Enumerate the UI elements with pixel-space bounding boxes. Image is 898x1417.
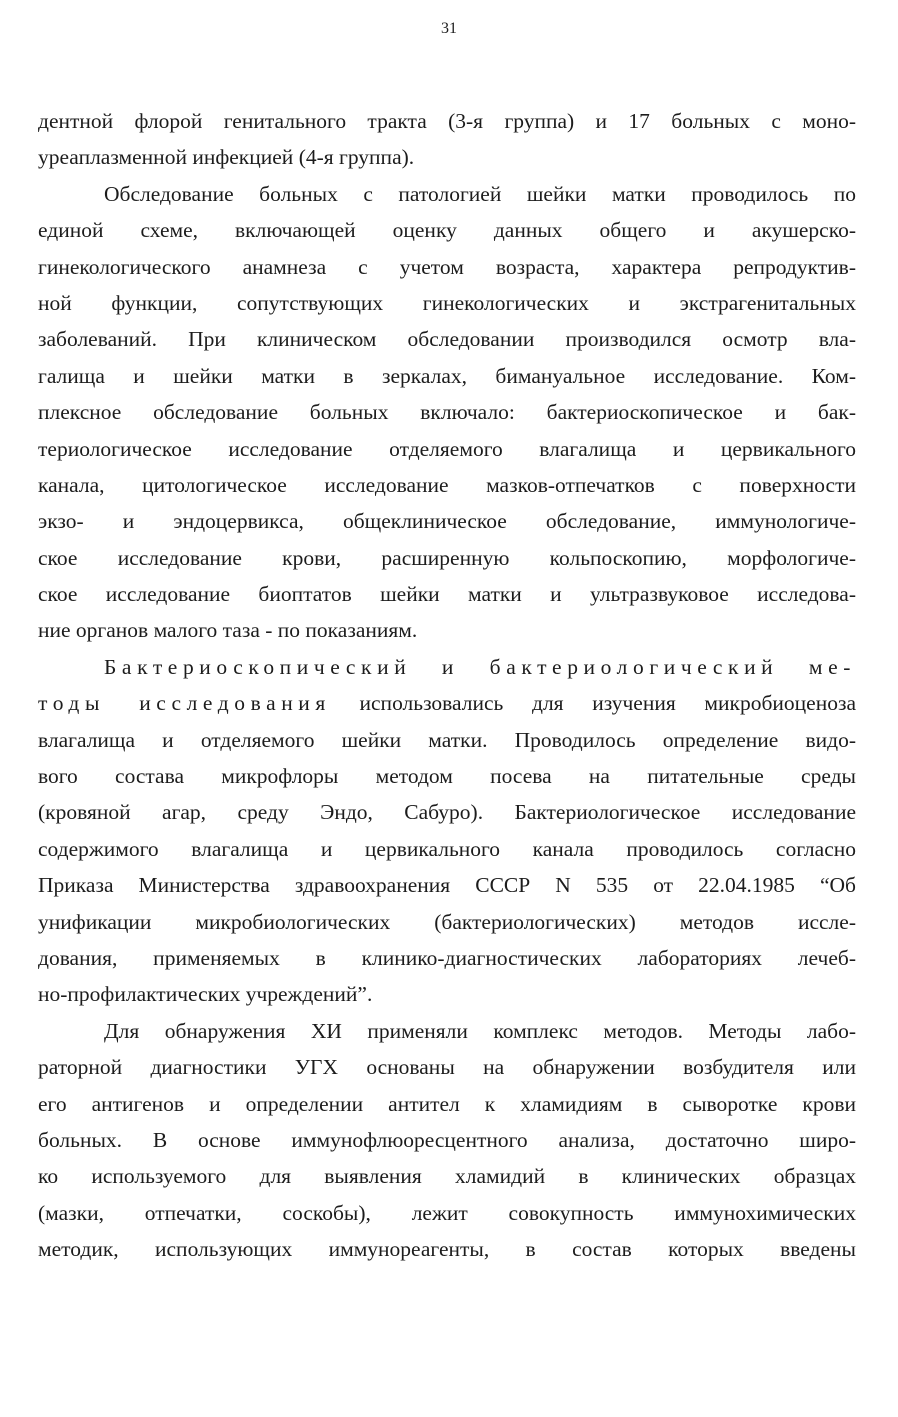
text-line: ной функции, сопутствующих гинекологических и экстрагенитальных	[38, 290, 856, 315]
text-line: больных. В основе иммунофлюоресцентного анализа, достаточно широ-	[38, 1127, 856, 1152]
spaced-term: тоды исследования	[38, 691, 331, 716]
text-line: раторной диагностики УГХ основаны на обнаружении возбудителя или	[38, 1055, 856, 1080]
text-line: Обследование больных с патологией шейки матки проводилось по	[104, 181, 856, 206]
text-line: Приказа Министерства здравоохранения СССР N 535 от 22.04.1985 “Об	[38, 873, 856, 898]
text-line: унификации микробиологических (бактериологических) методов иссле-	[38, 909, 856, 934]
paragraph-3	[38, 649, 856, 1013]
text-line: вого состава микрофлоры методом посева на питательные среды	[38, 764, 856, 789]
text-line: ское исследование крови, расширенную кольпоскопию, морфологиче-	[38, 545, 856, 570]
text-line: ское исследование биоптатов шейки матки и ультразвуковое исследова-	[38, 582, 856, 607]
text-line-spaced: Бактериоскопический и бактериологический ме-	[104, 654, 856, 679]
text-line: дентной флорой генитального тракта (3-я группа) и 17 больных с моно-	[38, 109, 856, 133]
text-line: экзо- и эндоцервикса, общеклиническое обследование, иммунологиче-	[38, 509, 856, 534]
text-line: дования, применяемых в клинико-диагностических лабораториях лечеб-	[38, 945, 856, 970]
paragraph-1	[38, 103, 856, 176]
text-line: но-профилактических учреждений”.	[38, 982, 373, 1007]
text-line-mixed	[38, 685, 856, 721]
text-run: использовались для изучения микробиоценоза	[330, 691, 856, 716]
paragraph-4	[38, 1013, 856, 1268]
page-number: 31	[441, 20, 457, 37]
text-line: содержимого влагалища и цервикального канала проводилось согласно	[38, 836, 856, 861]
text-line: методик, использующих иммунореагенты, в состав которых введены	[38, 1237, 856, 1262]
text-line: единой схеме, включающей оценку данных общего и акушерско-	[38, 218, 856, 243]
paragraph-2	[38, 176, 856, 649]
text-line: гинекологического анамнеза с учетом возраста, характера репродуктив-	[38, 254, 856, 279]
text-line: териологическое исследование отделяемого влагалища и цервикального	[38, 436, 856, 461]
text-line: уреаплазменной инфекцией (4-я группа).	[38, 145, 415, 170]
text-line: его антигенов и определении антител к хламидиям в сыворотке крови	[38, 1091, 856, 1116]
text-line: плексное обследование больных включало: бактериоскопическое и бак-	[38, 400, 856, 425]
text-line: (мазки, отпечатки, соскобы), лежит совокупность иммунохимических	[38, 1200, 856, 1225]
text-line: ние органов малого таза - по показаниям.	[38, 618, 418, 643]
text-line: канала, цитологическое исследование мазков-отпечатков с поверхности	[38, 472, 856, 497]
text-line: галища и шейки матки в зеркалах, бимануальное исследование. Ком-	[38, 363, 856, 388]
text-line: заболеваний. При клиническом обследовании производился осмотр вла-	[38, 327, 856, 352]
text-line: ко используемого для выявления хламидий в клинических образцах	[38, 1164, 856, 1189]
text-line: Для обнаружения ХИ применяли комплекс методов. Методы лабо-	[104, 1018, 856, 1043]
body-text	[38, 103, 856, 1268]
text-line: влагалища и отделяемого шейки матки. Проводилось определение видо-	[38, 727, 856, 752]
text-line: (кровяной агар, среду Эндо, Сабуро). Бактериологическое исследование	[38, 800, 856, 825]
